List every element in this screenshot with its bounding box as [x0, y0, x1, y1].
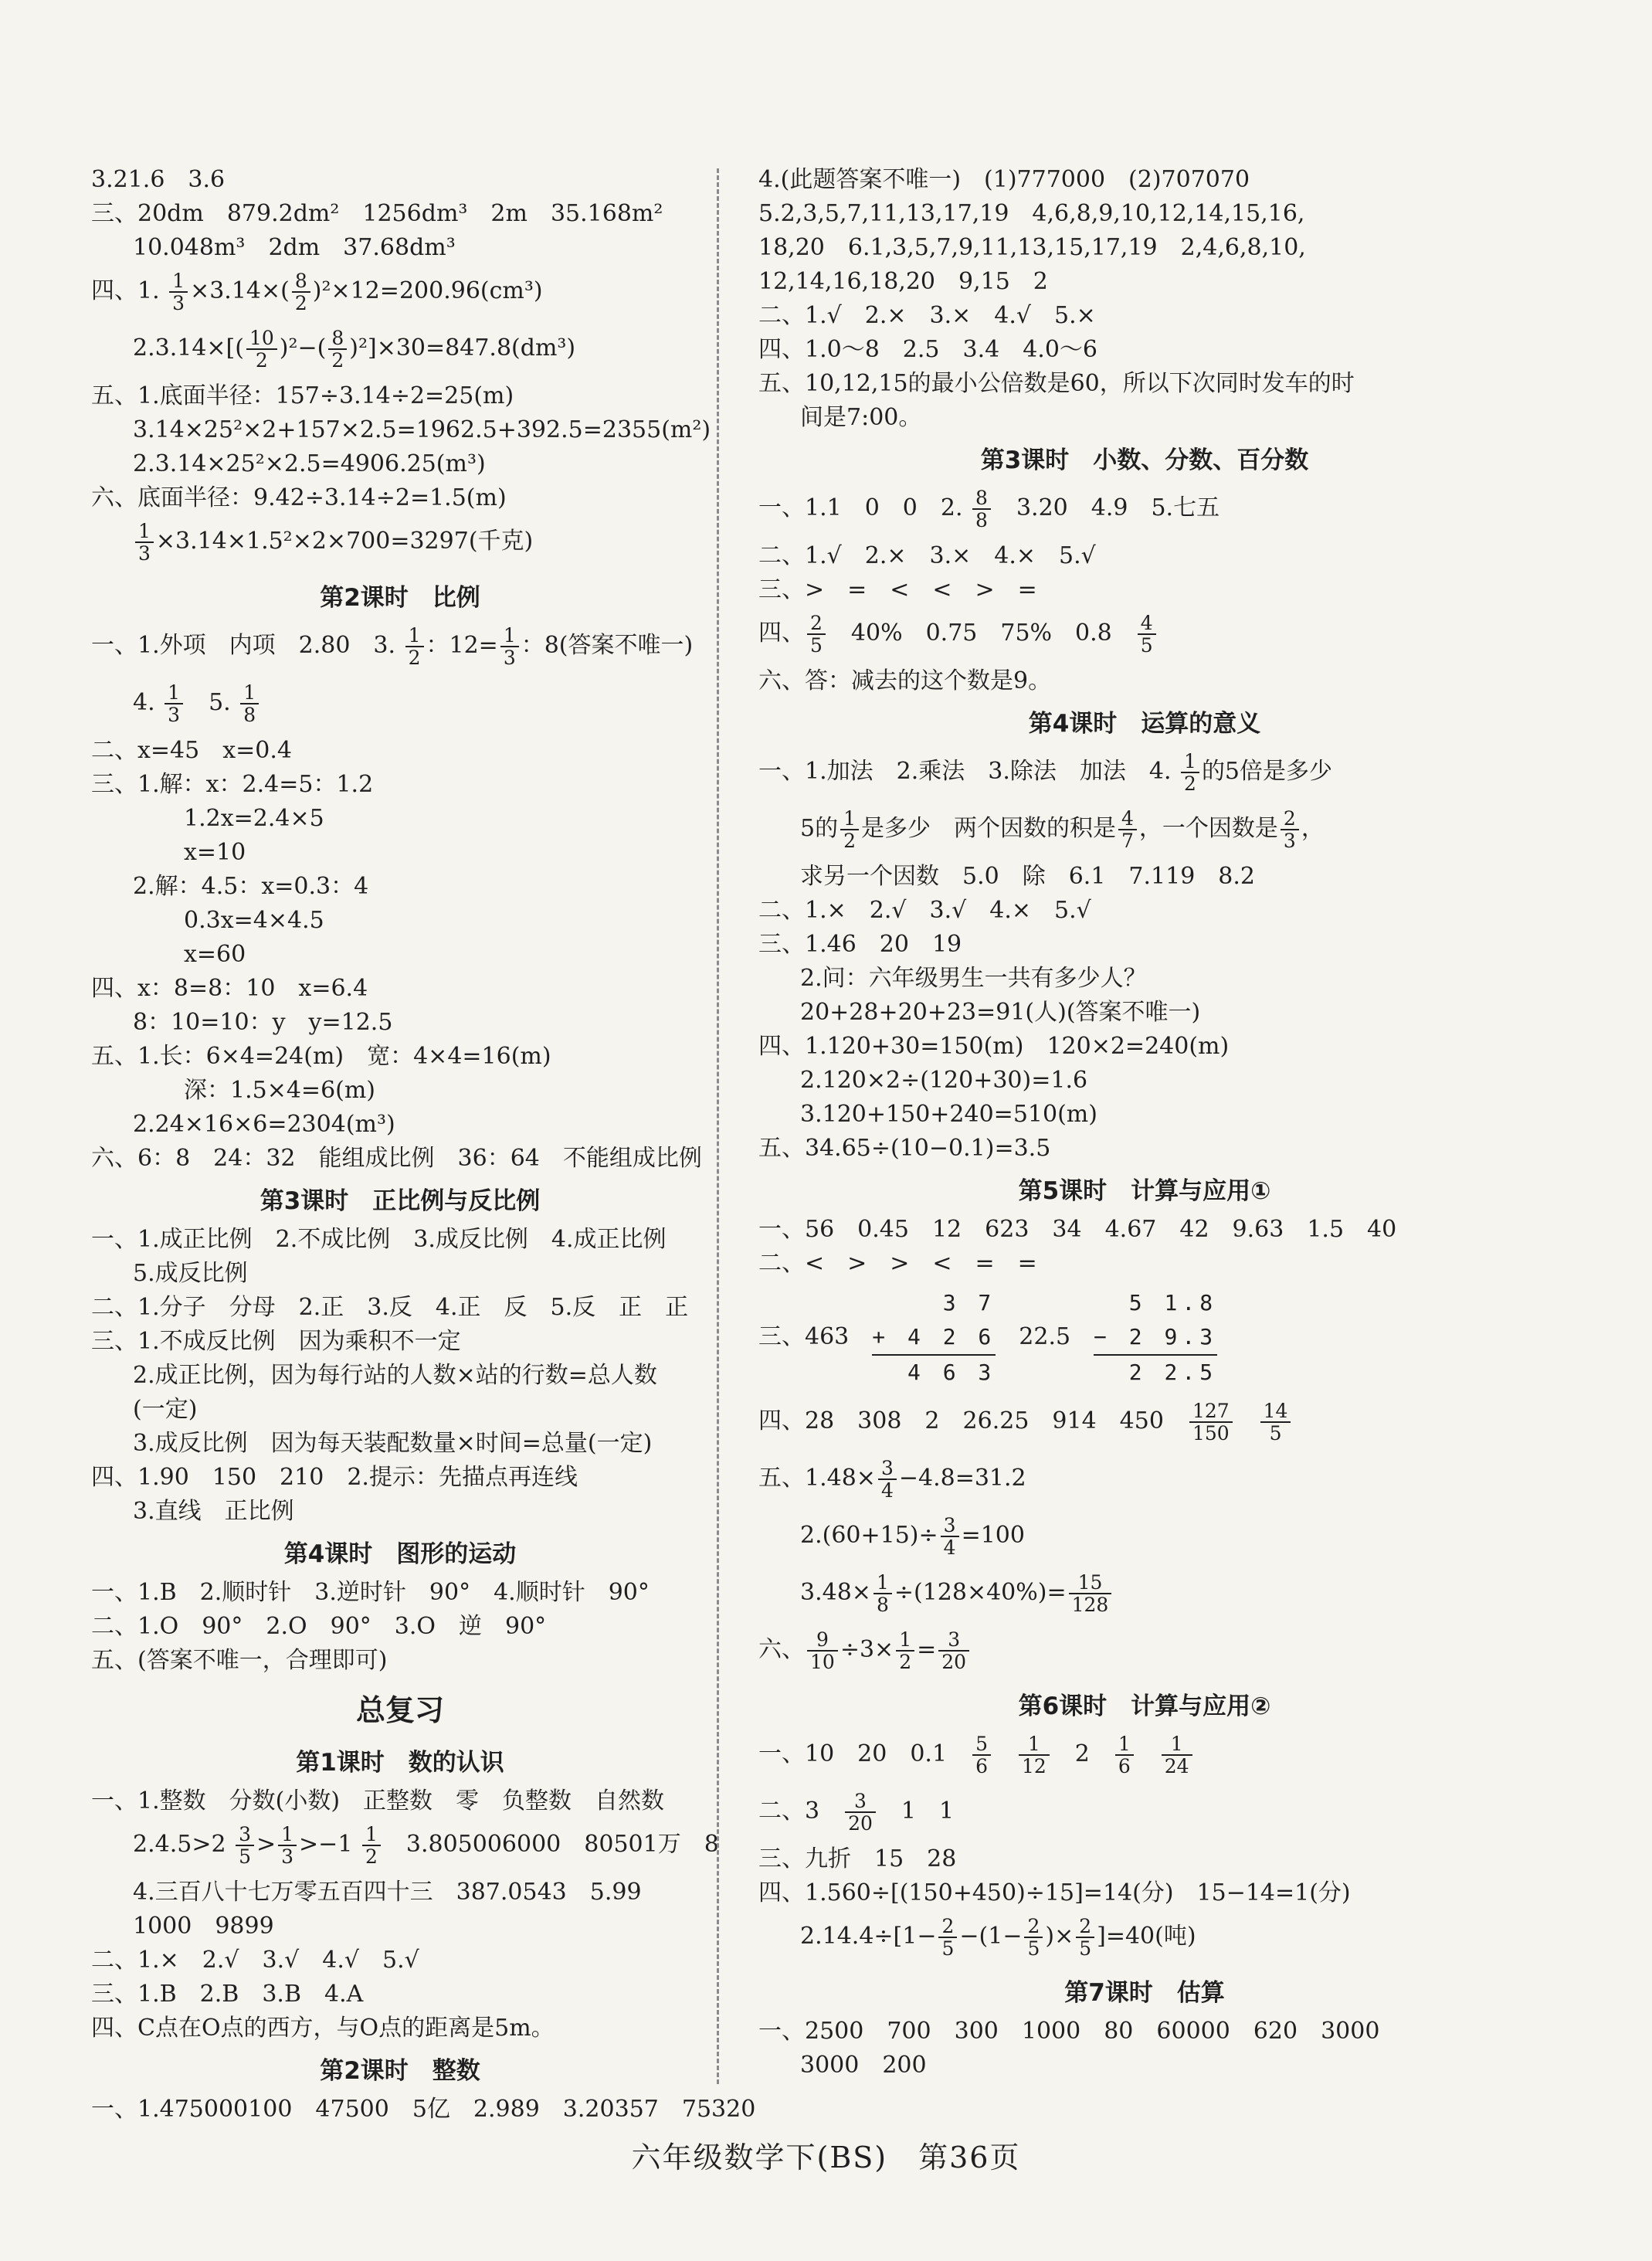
fraction: $\frac{5}{6}$: [972, 1733, 991, 1777]
fraction: $\frac{2}{5}$: [1024, 1916, 1043, 1959]
fraction: $\frac{1}{8}$: [873, 1572, 892, 1615]
answer-line: 四、1.120+30=150(m) 120×2=240(m): [758, 1033, 1230, 1060]
answer-line: 二、x=45 x=0.4: [91, 737, 292, 764]
answer-label: 三、463: [758, 1323, 850, 1350]
answer-line: 0.3x=4×4.5: [184, 907, 324, 934]
calc-row: + 4 2 6: [872, 1324, 996, 1349]
section-heading: 第5课时 计算与应用①: [1018, 1177, 1271, 1205]
fraction: $\frac{15}{128}$: [1069, 1572, 1112, 1615]
calc-row: − 2 9.3: [1094, 1324, 1218, 1349]
fraction: $\frac{3}{20}$: [938, 1629, 969, 1672]
answer-line: 三、1.解：x：2.4=5：1.2: [91, 771, 374, 798]
answer-line: 求另一个因数 5.0 除 6.1 7.119 8.2: [800, 863, 1256, 890]
fraction: $\frac{3}{4}$: [941, 1515, 959, 1558]
answer-line: 18,20 6.1,3,5,7,9,11,13,15,17,19 2,4,6,8,10,: [758, 234, 1306, 261]
vertical-calculation-line: [758, 1286, 1531, 1390]
answer-line: 六、答：减去的这个数是9。: [758, 667, 1052, 694]
fraction: $\frac{8}{2}$: [292, 270, 310, 314]
answer-line: 一、2500 700 300 1000 80 60000 620 3000: [758, 2018, 1380, 2045]
section-heading: 第6课时 计算与应用②: [1018, 1692, 1271, 1720]
answer-line: 10.048m³ 2dm 37.68dm³: [133, 234, 456, 261]
answer-line: 2.问：六年级男生一共有多少人？: [800, 965, 1147, 992]
answer-line: 3.120+150+240=510(m): [800, 1101, 1097, 1128]
section-heading: 第3课时 小数、分数、百分数: [980, 446, 1309, 474]
answer-line: 二、1.× 2.√ 3.√ 4.× 5.√: [758, 897, 1091, 924]
fraction: $\frac{3}{5}$: [236, 1824, 254, 1867]
answer-value: 22.5: [1019, 1323, 1071, 1350]
answer-line: 2.120×2÷(120+30)=1.6: [800, 1067, 1088, 1094]
right-column: [758, 168, 1531, 2088]
answer-line: 六、6：8 24：32 能组成比例 36：64 不能组成比例: [91, 1145, 702, 1172]
answer-line: 5的 $\frac{1}{2}$ 是多少 两个因数的积是 $\frac{4}{7}$ ，一个因数是 $\frac{2}{3}$ ，: [800, 807, 1325, 852]
fraction: $\frac{1}{6}$: [1115, 1733, 1134, 1777]
answer-line: 间是7:00。: [800, 404, 922, 431]
answer-line: 四、1.0～8 2.5 3.4 4.0～6: [758, 336, 1098, 363]
answer-line: 二、1.√ 2.× 3.× 4.√ 5.×: [758, 302, 1096, 329]
answer-line: 五、1.长：6×4=24(m) 宽：4×4=16(m): [91, 1043, 551, 1070]
answer-line: 5.成反比例: [133, 1260, 248, 1287]
fraction: $\frac{1}{2}$: [362, 1824, 381, 1867]
answer-line: 4. $\frac{1}{3}$ 5. $\frac{1}{8}$: [91, 682, 709, 725]
answer-line: 五、10,12,15的最小公倍数是60，所以下次同时发车的时: [758, 370, 1355, 397]
section-heading: 总复习: [355, 1693, 444, 1727]
column-divider: [717, 168, 719, 2084]
fraction: $\frac{2}{3}$: [1281, 808, 1299, 851]
answer-line: 四、1. $\frac{1}{3}$ ×3.14×( $\frac{8}{2}$ )²×12=200.96(cm³): [91, 270, 543, 314]
answer-line: 一、1.1 0 0 2. $\frac{8}{8}$ 3.20 4.9 5.七五: [758, 487, 1220, 531]
answer-line: 二、< > > < = =: [758, 1250, 1037, 1277]
answer-line: 三、20dm 879.2dm² 1256dm³ 2m 35.168m²: [91, 200, 663, 227]
answer-line: 2.24×16×6=2304(m³): [133, 1111, 395, 1138]
answer-line: 四、x：8=8：10 x=6.4: [91, 975, 368, 1002]
answer-line: 3.21.6 3.6: [91, 166, 226, 193]
answer-line: 3000 200: [800, 2052, 927, 2079]
answer-line: 五、1.底面半径：157÷3.14÷2=25(m): [91, 382, 514, 409]
answer-line: 3.48× $\frac{1}{8}$ ÷(128×40%)= $\frac{15}{128}$: [758, 1572, 1531, 1615]
answer-line: x=10: [184, 839, 246, 866]
answer-line: x=60: [184, 941, 246, 968]
answer-line: 2.3.14×[( $\frac{10}{2}$ )²−( $\frac{8}{2}$ )²]×30=847.8(dm³): [133, 327, 576, 372]
answer-line: 一、1.成正比例 2.不成比例 3.成反比例 4.成正比例: [91, 1226, 667, 1253]
answer-line: 二、3 $\frac{3}{20}$ 1 1: [758, 1790, 955, 1835]
answer-line: 二、1.√ 2.× 3.× 4.× 5.√: [758, 542, 1096, 569]
answer-line: 五、34.65÷(10−0.1)=3.5: [758, 1135, 1051, 1162]
fraction: $\frac{1}{3}$: [165, 682, 183, 725]
fraction: $\frac{4}{7}$: [1118, 808, 1137, 851]
fraction: $\frac{1}{3}$: [169, 270, 188, 314]
answer-line: 三、1.B 2.B 3.B 4.A: [91, 1981, 364, 2008]
answer-line: 3.直线 正比例: [133, 1498, 294, 1525]
section-heading: 第4课时 运算的意义: [1028, 710, 1261, 738]
answer-line: 三、1.不成反比例 因为乘积不一定: [91, 1328, 461, 1355]
answer-line: 1.2x=2.4×5: [184, 805, 324, 832]
answer-line: 2.3.14×25²×2.5=4906.25(m³): [133, 450, 486, 477]
answer-line: 一、1.加法 2.乘法 3.除法 加法 4. $\frac{1}{2}$ 的5倍是多少: [758, 750, 1333, 795]
answer-line: 12,14,16,18,20 9,15 2: [758, 268, 1048, 295]
answer-line: 三、九折 15 28: [758, 1845, 957, 1872]
fraction: $\frac{2}{5}$: [1076, 1916, 1094, 1959]
calc-row: 3 7: [942, 1290, 996, 1316]
section-heading: 第2课时 比例: [320, 584, 480, 612]
left-column: [91, 166, 756, 2132]
fraction: $\frac{2}{5}$: [807, 613, 826, 656]
answer-line: 一、1.外项 内项 2.80 3. $\frac{1}{2}$ ：12= $\frac{1}{3}$ ：8(答案不唯一): [91, 624, 694, 669]
section-heading: 第3课时 正比例与反比例: [260, 1187, 541, 1215]
answer-line: 1000 9899: [133, 1913, 274, 1940]
fraction: $\frac{1}{2}$: [896, 1629, 914, 1672]
answer-line: 2.成正比例，因为每行站的人数×站的行数=总人数: [133, 1362, 657, 1389]
answer-line: 六、底面半径：9.42÷3.14÷2=1.5(m): [91, 484, 507, 511]
vertical-addition: [872, 1286, 996, 1390]
page-footer: 六年级数学下(BS) 第36页: [631, 2140, 1021, 2174]
answer-line: 2.解：4.5：x=0.3：4: [133, 873, 369, 900]
answer-line: 二、1.O 90° 2.O 90° 3.O 逆 90°: [91, 1613, 547, 1640]
answer-line: 4.三百八十七万零五百四十三 387.0543 5.99: [133, 1879, 642, 1906]
answer-line: 六、 $\frac{9}{10}$ ÷3× $\frac{1}{2}$ = $\frac{3}{20}$: [758, 1629, 1531, 1672]
answer-line: $\frac{1}{3}$ ×3.14×1.5²×2×700=3297(千克): [91, 521, 709, 564]
fraction: $\frac{1}{24}$: [1162, 1733, 1192, 1777]
section-heading: 第2课时 整数: [320, 2057, 480, 2085]
answer-line: 四、1.90 150 210 2.提示：先描点再连线: [91, 1464, 578, 1491]
answer-line: 一、1.整数 分数(小数) 正整数 零 负整数 自然数: [91, 1787, 665, 1815]
fraction: $\frac{3}{20}$: [845, 1791, 876, 1834]
answer-line: 四、1.560÷[(150+450)÷15]=14(分) 15−14=1(分): [758, 1879, 1351, 1906]
section-heading: 第7课时 估算: [1064, 1979, 1225, 2007]
answer-line: 8：10=10：y y=12.5: [133, 1009, 393, 1036]
answer-line: 三、1.46 20 19: [758, 931, 962, 958]
answer-line: 二、1.分子 分母 2.正 3.反 4.正 反 5.反 正 正: [91, 1294, 689, 1321]
fraction: $\frac{1}{8}$: [240, 682, 259, 725]
answer-line: 20+28+20+23=91(人)(答案不唯一): [800, 999, 1201, 1026]
calc-result: 4 6 3: [907, 1360, 996, 1385]
fraction: $\frac{8}{2}$: [328, 328, 347, 371]
answer-line: 2.14.4÷[1− $\frac{2}{5}$ −(1− $\frac{2}{5}$ )× $\frac{2}{5}$ ]=40(吨): [800, 1915, 1196, 1960]
fraction: $\frac{127}{150}$: [1189, 1400, 1233, 1444]
answer-line: 四、28 308 2 26.25 914 450 $\frac{127}{150}$ $\frac{14}{5}$: [758, 1400, 1531, 1444]
section-heading: 第1课时 数的认识: [296, 1749, 504, 1777]
fraction: $\frac{2}{5}$: [938, 1916, 957, 1959]
calc-row: 5 1.8: [1128, 1290, 1218, 1316]
fraction: $\frac{1}{3}$: [500, 625, 519, 668]
fraction: $\frac{1}{3}$: [135, 521, 154, 564]
answer-line: 一、56 0.45 12 623 34 4.67 42 9.63 1.5 40: [758, 1216, 1397, 1243]
answer-line: 2.4.5>2 $\frac{3}{5}$ > $\frac{1}{3}$ >−1 $\frac{1}{2}$ 3.805006000 80501万 8: [133, 1823, 719, 1868]
answer-line: 五、(答案不唯一，合理即可): [91, 1647, 388, 1674]
fraction: $\frac{1}{3}$: [278, 1824, 297, 1867]
answer-line: 一、1.475000100 47500 5亿 2.989 3.20357 75320: [91, 2096, 756, 2123]
fraction: $\frac{1}{2}$: [840, 808, 859, 851]
answer-line: 一、1.B 2.顺时针 3.逆时针 90° 4.顺时针 90°: [91, 1579, 650, 1606]
answer-line: 二、1.× 2.√ 3.√ 4.√ 5.√: [91, 1947, 419, 1974]
fraction: $\frac{1}{12}$: [1019, 1733, 1050, 1777]
answer-line: 四、 $\frac{2}{5}$ 40% 0.75 75% 0.8 $\frac{4}{5}$: [758, 613, 1531, 656]
fraction: $\frac{4}{5}$: [1138, 613, 1156, 656]
answer-line: (一定): [133, 1396, 198, 1423]
answer-line: 2.(60+15)÷ $\frac{3}{4}$ =100: [800, 1514, 1025, 1559]
fraction: $\frac{8}{8}$: [972, 487, 991, 531]
answer-line: 三、> = < < > =: [758, 576, 1037, 603]
fraction: $\frac{14}{5}$: [1260, 1400, 1291, 1444]
answer-line: 一、10 20 0.1 $\frac{5}{6}$ $\frac{1}{12}$ 2 $\frac{1}{6}$ $\frac{1}{24}$: [758, 1733, 1531, 1777]
answer-line: 五、1.48× $\frac{3}{4}$ −4.8=31.2: [758, 1457, 1026, 1502]
fraction: $\frac{1}{2}$: [1181, 751, 1199, 794]
vertical-subtraction: [1094, 1286, 1217, 1390]
fraction: $\frac{1}{2}$: [405, 625, 424, 668]
fraction: $\frac{3}{4}$: [878, 1458, 897, 1501]
answer-line: 深：1.5×4=6(m): [184, 1077, 376, 1104]
fraction: $\frac{10}{2}$: [246, 328, 277, 371]
section-heading: 第4课时 图形的运动: [283, 1540, 517, 1568]
answer-line: 4.(此题答案不唯一) (1)777000 (2)707070: [758, 166, 1250, 193]
answer-line: 3.成反比例 因为每天装配数量×时间=总量(一定): [133, 1430, 653, 1457]
calc-result: 2 2.5: [1128, 1360, 1218, 1385]
answer-line: 5.2,3,5,7,11,13,17,19 4,6,8,9,10,12,14,15,16,: [758, 200, 1305, 227]
answer-line: 3.14×25²×2+157×2.5=1962.5+392.5=2355(m²): [133, 416, 711, 443]
answer-line: 四、C点在O点的西方，与O点的距离是5m。: [91, 2015, 555, 2042]
fraction: $\frac{9}{10}$: [807, 1629, 838, 1672]
